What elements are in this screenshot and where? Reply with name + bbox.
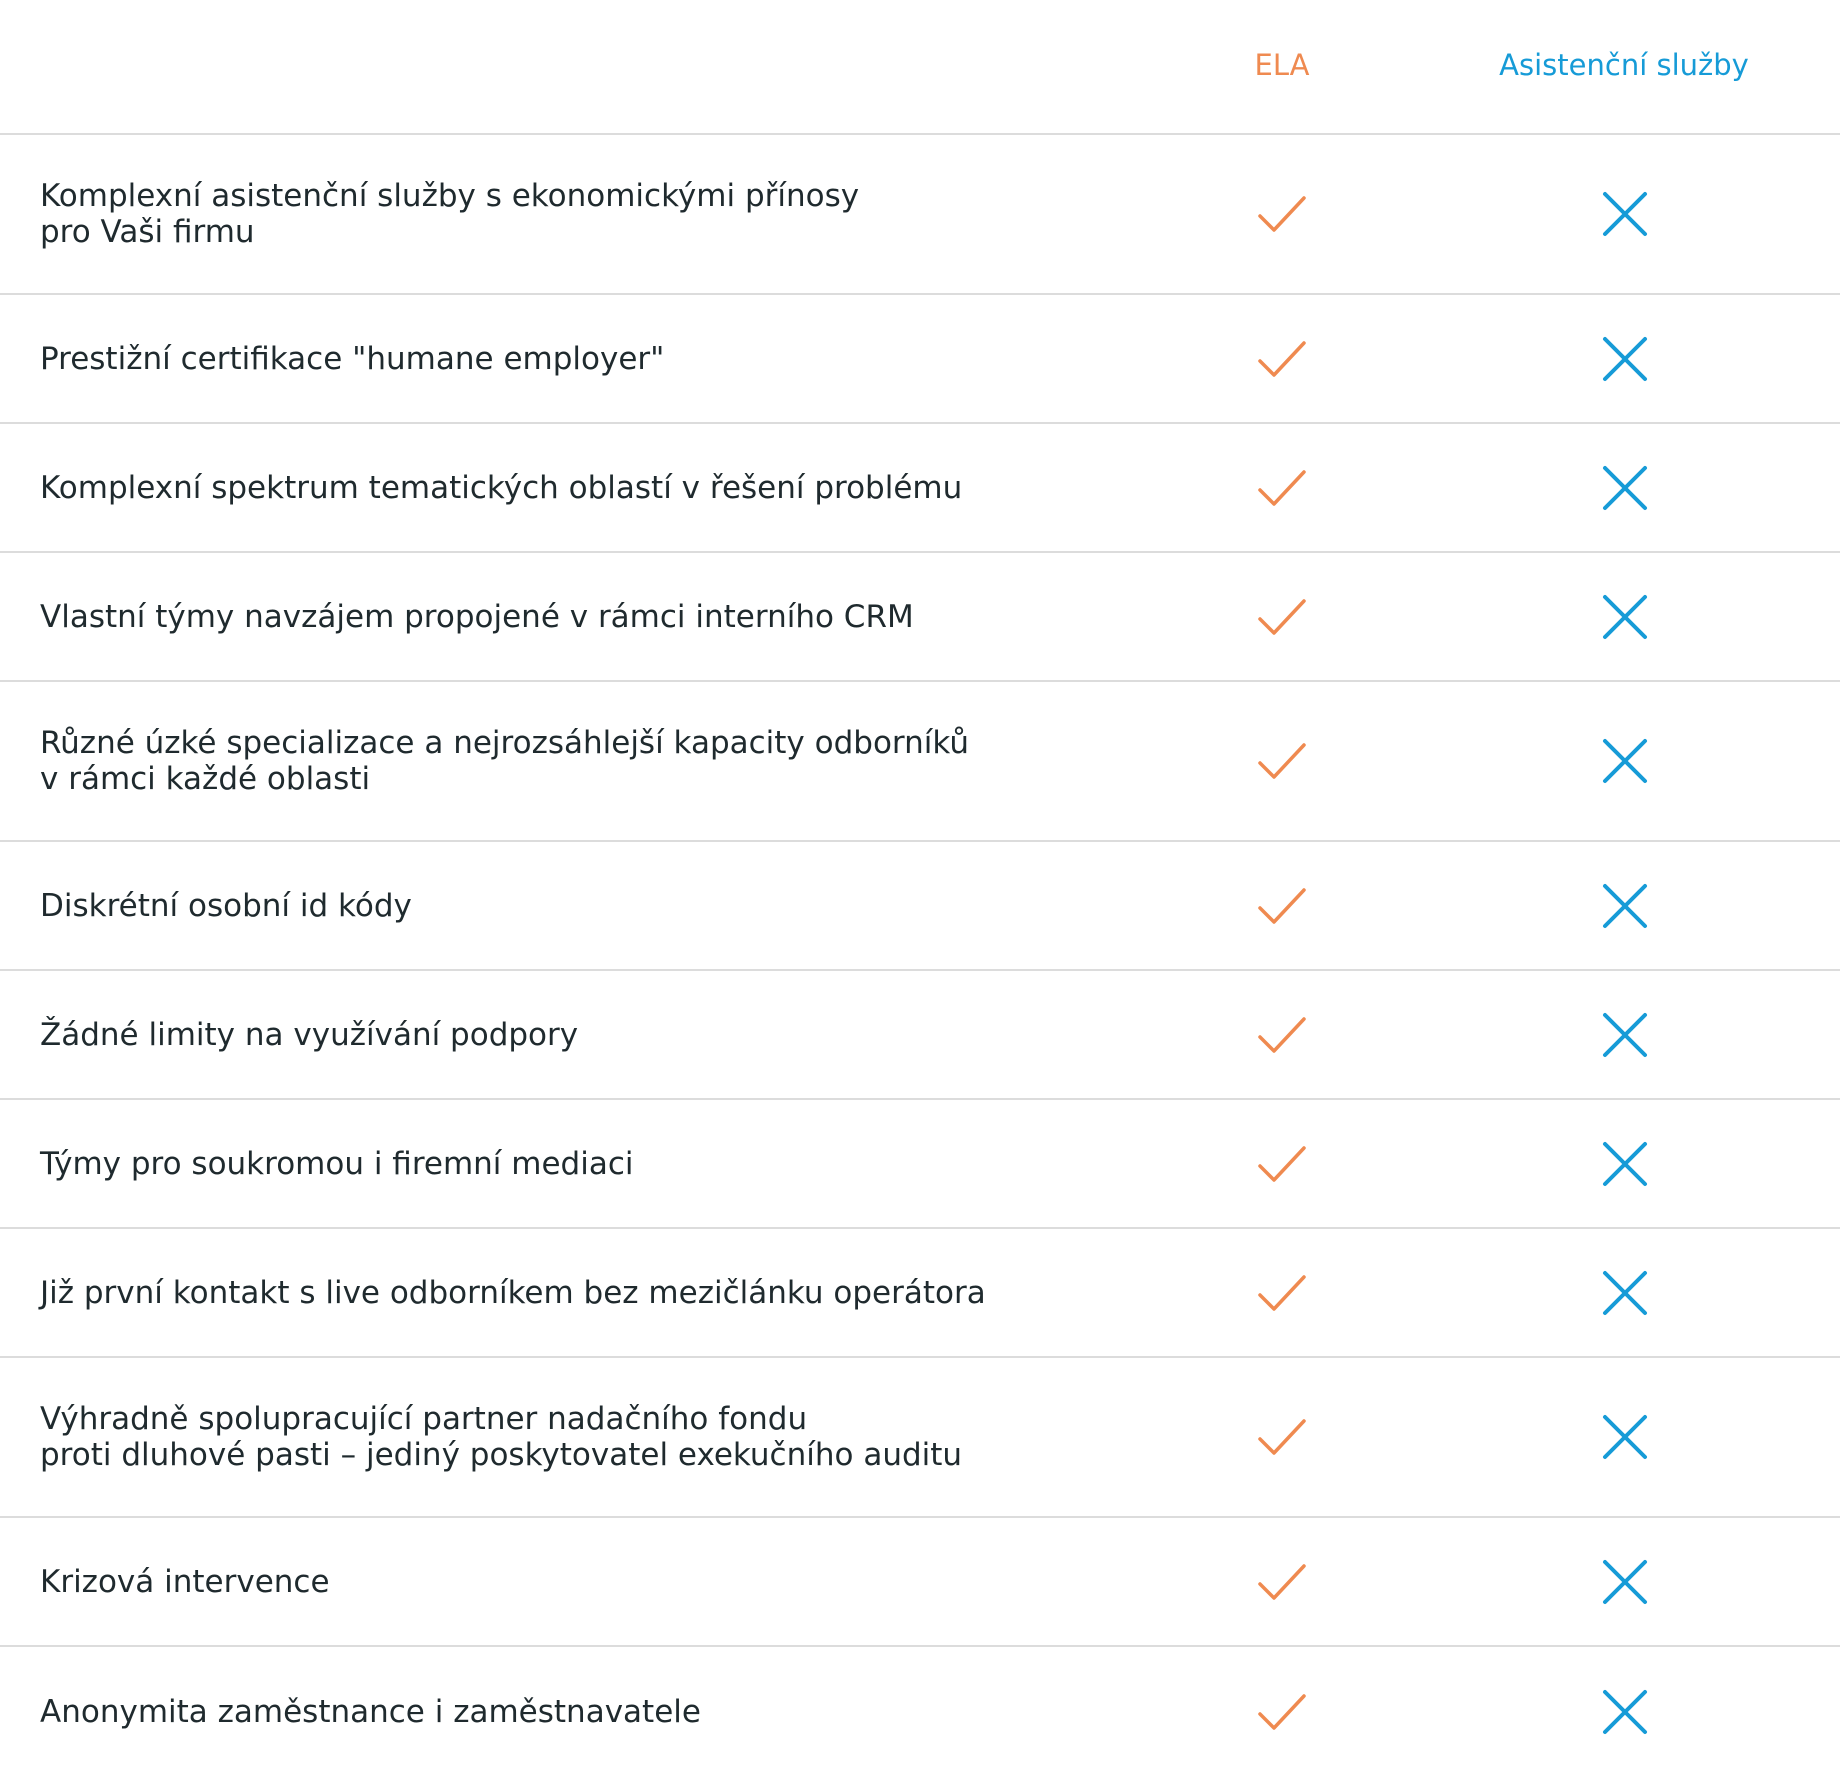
check-icon <box>1256 1556 1308 1608</box>
check-icon <box>1256 1411 1308 1463</box>
feature-label <box>40 341 1040 377</box>
feature-label-line: proti dluhové pasti – jediný poskytovatel exekučního auditu <box>40 1437 963 1473</box>
check-icon <box>1256 188 1308 240</box>
table-row <box>0 135 1840 295</box>
table-row <box>0 1518 1840 1647</box>
feature-label <box>40 1694 1040 1730</box>
cross-icon <box>1599 591 1651 643</box>
cross-icon <box>1599 880 1651 932</box>
feature-label <box>40 888 1040 924</box>
cross-icon <box>1599 1556 1651 1608</box>
cross-icon <box>1599 333 1651 385</box>
feature-label <box>40 1401 1040 1473</box>
cross-icon <box>1599 1267 1651 1319</box>
table-body <box>0 135 1840 1776</box>
feature-label-line: Týmy pro soukromou i firemní mediaci <box>40 1145 634 1182</box>
feature-label-line: Žádné limity na využívání podpory <box>40 1016 579 1053</box>
cross-icon <box>1599 1009 1651 1061</box>
feature-label-line: Komplexní spektrum tematických oblastí v řešení problému <box>40 469 963 506</box>
check-icon <box>1256 1267 1308 1319</box>
table-row <box>0 553 1840 682</box>
feature-label-line: Prestižní certifikace "humane employer" <box>40 340 665 377</box>
table-header <box>0 0 1840 135</box>
feature-label-line: v rámci každé oblasti <box>40 761 371 797</box>
check-icon <box>1256 880 1308 932</box>
feature-label-line: Komplexní asistenční služby s ekonomickými přínosy <box>40 178 860 214</box>
table-row <box>0 1647 1840 1776</box>
feature-label <box>40 599 1040 635</box>
check-icon <box>1256 333 1308 385</box>
check-icon <box>1256 1138 1308 1190</box>
table-row <box>0 682 1840 842</box>
table-row <box>0 295 1840 424</box>
feature-label <box>40 1564 1040 1600</box>
feature-label <box>40 725 1040 797</box>
feature-label <box>40 1275 1040 1311</box>
cross-icon <box>1599 1138 1651 1190</box>
feature-label <box>40 178 1040 250</box>
cross-icon <box>1599 735 1651 787</box>
table-row <box>0 842 1840 971</box>
feature-label-line: Vlastní týmy navzájem propojené v rámci interního CRM <box>40 598 914 635</box>
check-icon <box>1256 462 1308 514</box>
cross-icon <box>1599 1686 1651 1738</box>
cross-icon <box>1599 188 1651 240</box>
feature-label-line: Diskrétní osobní id kódy <box>40 887 412 924</box>
feature-label <box>40 1146 1040 1182</box>
check-icon <box>1256 591 1308 643</box>
table-row <box>0 424 1840 553</box>
feature-label-line: Různé úzké specializace a nejrozsáhlejší kapacity odborníků <box>40 725 970 761</box>
feature-label-line: pro Vaši firmu <box>40 214 255 250</box>
cross-icon <box>1599 1411 1651 1463</box>
column-header-ela: ELA <box>1254 48 1310 82</box>
feature-label <box>40 1017 1040 1053</box>
table-row <box>0 971 1840 1100</box>
table-row <box>0 1229 1840 1358</box>
check-icon <box>1256 735 1308 787</box>
check-icon <box>1256 1686 1308 1738</box>
column-header-asistencni-sluzby: Asistenční služby <box>1499 48 1749 82</box>
table-row <box>0 1358 1840 1518</box>
feature-label-line: Výhradně spolupracující partner nadačního fondu <box>40 1401 808 1437</box>
table-row <box>0 1100 1840 1229</box>
cross-icon <box>1599 462 1651 514</box>
feature-label-line: Anonymita zaměstnance i zaměstnavatele <box>40 1693 701 1730</box>
feature-label <box>40 470 1040 506</box>
feature-label-line: Již první kontakt s live odborníkem bez mezičlánku operátora <box>40 1274 986 1311</box>
feature-label-line: Krizová intervence <box>40 1563 330 1600</box>
check-icon <box>1256 1009 1308 1061</box>
